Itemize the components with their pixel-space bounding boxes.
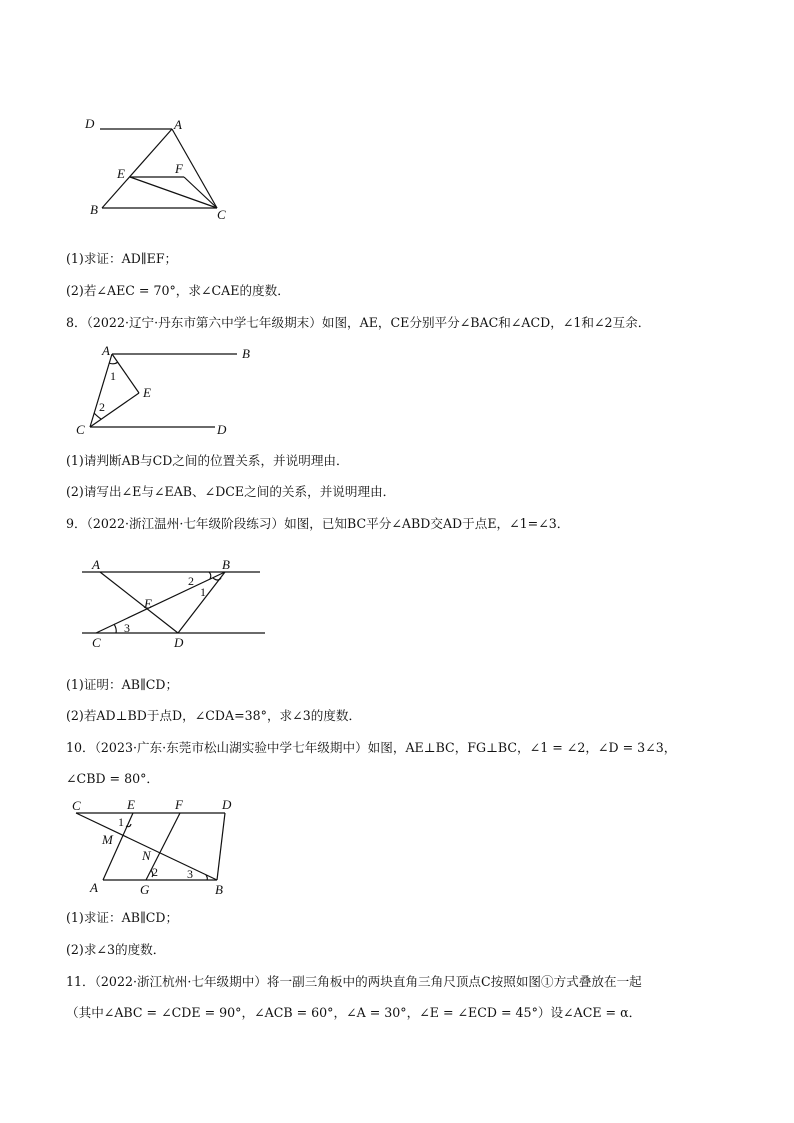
q11-stem-line1: 11．（2022·浙江杭州·七年级期中）将一副三角板中的两块直角三角尺顶点C按照如图①方式叠放在一起 xyxy=(66,974,642,989)
label-E: E xyxy=(117,166,125,181)
label-3: 3 xyxy=(187,867,193,881)
q7-part1: (1)求证：AD∥EF； xyxy=(66,251,178,266)
label-A: A xyxy=(92,557,100,572)
label-E: E xyxy=(127,797,135,812)
label-D: D xyxy=(222,797,232,812)
label-2: 2 xyxy=(152,865,158,879)
q10-part1: (1)求证：AB∥CD； xyxy=(66,910,179,925)
figure-q9 xyxy=(70,552,270,652)
segment-CB xyxy=(76,813,217,880)
label-D: D xyxy=(217,422,227,437)
label-A: A xyxy=(174,117,182,132)
q8-stem: 8．（2022·辽宁·丹东市第六中学七年级期末）如图，AE，CE分别平分∠BAC和∠ACD，∠1和∠2互余． xyxy=(66,315,651,330)
segment-CE xyxy=(90,393,139,427)
label-1: 1 xyxy=(200,585,206,599)
label-2: 2 xyxy=(188,574,194,588)
label-F: F xyxy=(175,161,183,176)
label-B: B xyxy=(90,202,98,217)
label-E: E xyxy=(144,596,152,611)
angle-arc-3 xyxy=(206,875,207,880)
label-B: B xyxy=(215,882,223,897)
segment-EC xyxy=(130,177,217,208)
label-A: A xyxy=(102,343,110,358)
label-A: A xyxy=(90,880,98,895)
label-D: D xyxy=(85,116,95,131)
figure-q8 xyxy=(70,340,270,442)
figure-q10 xyxy=(66,796,246,900)
label-3: 3 xyxy=(124,621,130,635)
segment-AB xyxy=(102,129,172,208)
segment-BC xyxy=(96,572,225,633)
label-N: N xyxy=(142,848,151,863)
angle-arc-3 xyxy=(114,624,116,633)
segment-AE xyxy=(112,354,139,393)
q10-stem-line2: ∠CBD = 80°． xyxy=(66,771,160,786)
angle-arc-1 xyxy=(109,362,118,364)
label-C: C xyxy=(92,635,101,650)
angle-arc-2 xyxy=(209,572,211,579)
label-F: F xyxy=(175,797,183,812)
label-G: G xyxy=(140,882,150,897)
q9-part1: (1)证明：AB∥CD； xyxy=(66,677,179,692)
label-C: C xyxy=(217,207,226,222)
segment-AD xyxy=(100,572,178,633)
q9-part2: (2)若AD⊥BD于点D，∠CDA=38°，求∠3的度数． xyxy=(66,708,362,723)
q11-stem-line2: （其中∠ABC = ∠CDE = 90°，∠ACB = 60°，∠A = 30°，∠E = ∠ECD = 45°）设∠ACE = α． xyxy=(66,1005,642,1020)
label-B: B xyxy=(222,557,230,572)
label-C: C xyxy=(72,798,81,813)
label-B: B xyxy=(242,346,250,361)
segment-DB xyxy=(217,813,225,880)
label-D: D xyxy=(174,635,184,650)
figure-q7 xyxy=(80,110,240,225)
label-E: E xyxy=(143,385,151,400)
label-M: M xyxy=(102,832,113,847)
q8-part2: (2)请写出∠E与∠EAB、∠DCE之间的关系，并说明理由． xyxy=(66,484,396,499)
q10-stem-line1: 10．（2023·广东·东莞市松山湖实验中学七年级期中）如图，AE⊥BC，FG⊥BC，∠1 = ∠2，∠D = 3∠3， xyxy=(66,740,677,755)
q8-part1: (1)请判断AB与CD之间的位置关系，并说明理由． xyxy=(66,453,349,468)
label-C: C xyxy=(76,422,85,437)
label-1: 1 xyxy=(110,369,116,383)
q9-stem: 9．（2022·浙江温州·七年级阶段练习）如图，已知BC平分∠ABD交AD于点E，∠1=∠3． xyxy=(66,516,570,531)
q10-part2: (2)求∠3的度数． xyxy=(66,942,166,957)
label-2: 2 xyxy=(99,400,105,414)
q7-part2: (2)若∠AEC = 70°，求∠CAE的度数． xyxy=(66,283,290,298)
segment-BD xyxy=(178,572,225,633)
label-1: 1 xyxy=(118,815,124,829)
segment-FC xyxy=(184,177,217,208)
segment-AC xyxy=(90,354,112,427)
